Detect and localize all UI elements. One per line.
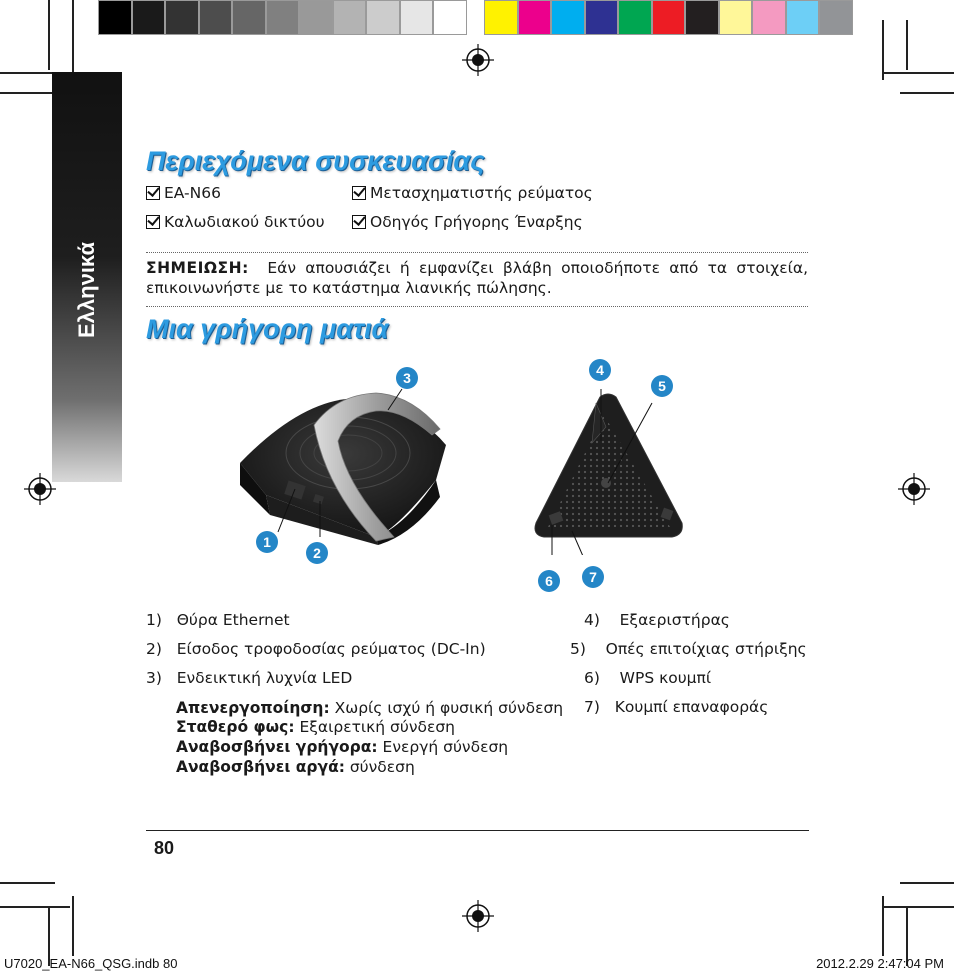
gray-swatch — [333, 0, 367, 35]
callout-badge: 4 — [589, 359, 611, 381]
color-swatch — [585, 0, 619, 35]
package-item: Καλωδιακού δικτύου — [146, 213, 325, 231]
package-item: Μετασχηματιστής ρεύματος — [352, 184, 593, 202]
router-front-illustration — [226, 385, 466, 550]
led-state-row: Αναβοσβήνει γρήγορα: Ενεργή σύνδεση — [176, 738, 509, 756]
gray-swatch — [232, 0, 266, 35]
led-state-row: Σταθερό φως: Εξαιρετική σύνδεση — [176, 718, 456, 736]
gray-swatch — [299, 0, 333, 35]
led-state-row: Αναβοσβήνει αργά: σύνδεση — [176, 758, 415, 776]
gray-swatch — [266, 0, 300, 35]
checkbox-checked-icon — [352, 186, 366, 200]
gray-swatch — [400, 0, 434, 35]
feature-list-item: 6) WPS κουμπί — [584, 669, 712, 687]
feature-list-item: 5) Οπές επιτοίχιας στήριξης — [570, 640, 807, 658]
color-swatch — [518, 0, 552, 35]
color-swatch — [819, 0, 853, 35]
color-swatch — [652, 0, 686, 35]
callout-badge: 5 — [651, 375, 673, 397]
checkbox-checked-icon — [146, 215, 160, 229]
callout-badge: 6 — [538, 570, 560, 592]
language-tab-label: Ελληνικά — [74, 242, 99, 338]
note-text: Εάν απουσιάζει ή εμφανίζει βλάβη οποιοδήποτε από τα στοιχεία, επικοινωνήστε με το κατάστημα λιανικής πώλησης. — [146, 259, 808, 297]
checkbox-checked-icon — [352, 215, 366, 229]
feature-list-item: 2) Είσοδος τροφοδοσίας ρεύματος (DC-In) — [146, 640, 486, 658]
callout-badge: 2 — [306, 542, 328, 564]
gray-swatch — [165, 0, 199, 35]
color-swatch — [719, 0, 753, 35]
package-contents-heading: Περιεχόμενα συσκευασίας — [146, 146, 485, 176]
color-swatch — [786, 0, 820, 35]
color-swatch — [752, 0, 786, 35]
callout-badge: 3 — [396, 367, 418, 389]
note-block — [146, 258, 808, 298]
quick-look-heading: Μια γρήγορη ματιά — [146, 314, 389, 344]
registration-mark-right-icon — [898, 473, 930, 505]
footer-rule — [146, 830, 809, 831]
callout-badge: 1 — [256, 531, 278, 553]
gray-swatch-bar — [98, 0, 467, 35]
feature-list-item: 7) Κουμπί επαναφοράς — [584, 698, 769, 716]
page-number: 80 — [154, 838, 175, 858]
gray-swatch — [366, 0, 400, 35]
gray-swatch — [98, 0, 132, 35]
gray-swatch — [199, 0, 233, 35]
color-swatch — [685, 0, 719, 35]
note-divider-top — [146, 252, 808, 253]
package-item: Οδηγός Γρήγορης Έναρξης — [352, 213, 583, 231]
registration-mark-bottom-icon — [462, 900, 494, 932]
gray-swatch — [132, 0, 166, 35]
package-item: EA-N66 — [146, 184, 221, 202]
registration-mark-top-icon — [462, 44, 494, 76]
router-bottom-illustration — [522, 385, 692, 555]
feature-list-item: 4) Εξαεριστήρας — [584, 611, 730, 629]
led-state-row: Απενεργοποίηση: Χωρίς ισχύ ή φυσική σύνδεση — [176, 699, 564, 717]
color-swatch — [484, 0, 518, 35]
note-label: ΣΗΜΕΙΩΣΗ: — [146, 259, 249, 277]
print-datetime: 2012.2.29 2:47:04 PM — [816, 956, 944, 971]
print-file-info: U7020_EA-N66_QSG.indb 80 — [4, 956, 178, 971]
callout-badge: 7 — [582, 566, 604, 588]
color-swatch — [551, 0, 585, 35]
gray-swatch — [433, 0, 467, 35]
feature-list-item: 3) Ενδεικτική λυχνία LED — [146, 669, 353, 687]
feature-list-item: 1) Θύρα Ethernet — [146, 611, 290, 629]
checkbox-checked-icon — [146, 186, 160, 200]
color-swatch — [618, 0, 652, 35]
color-swatch-bar — [484, 0, 853, 35]
note-divider-bottom — [146, 306, 808, 307]
